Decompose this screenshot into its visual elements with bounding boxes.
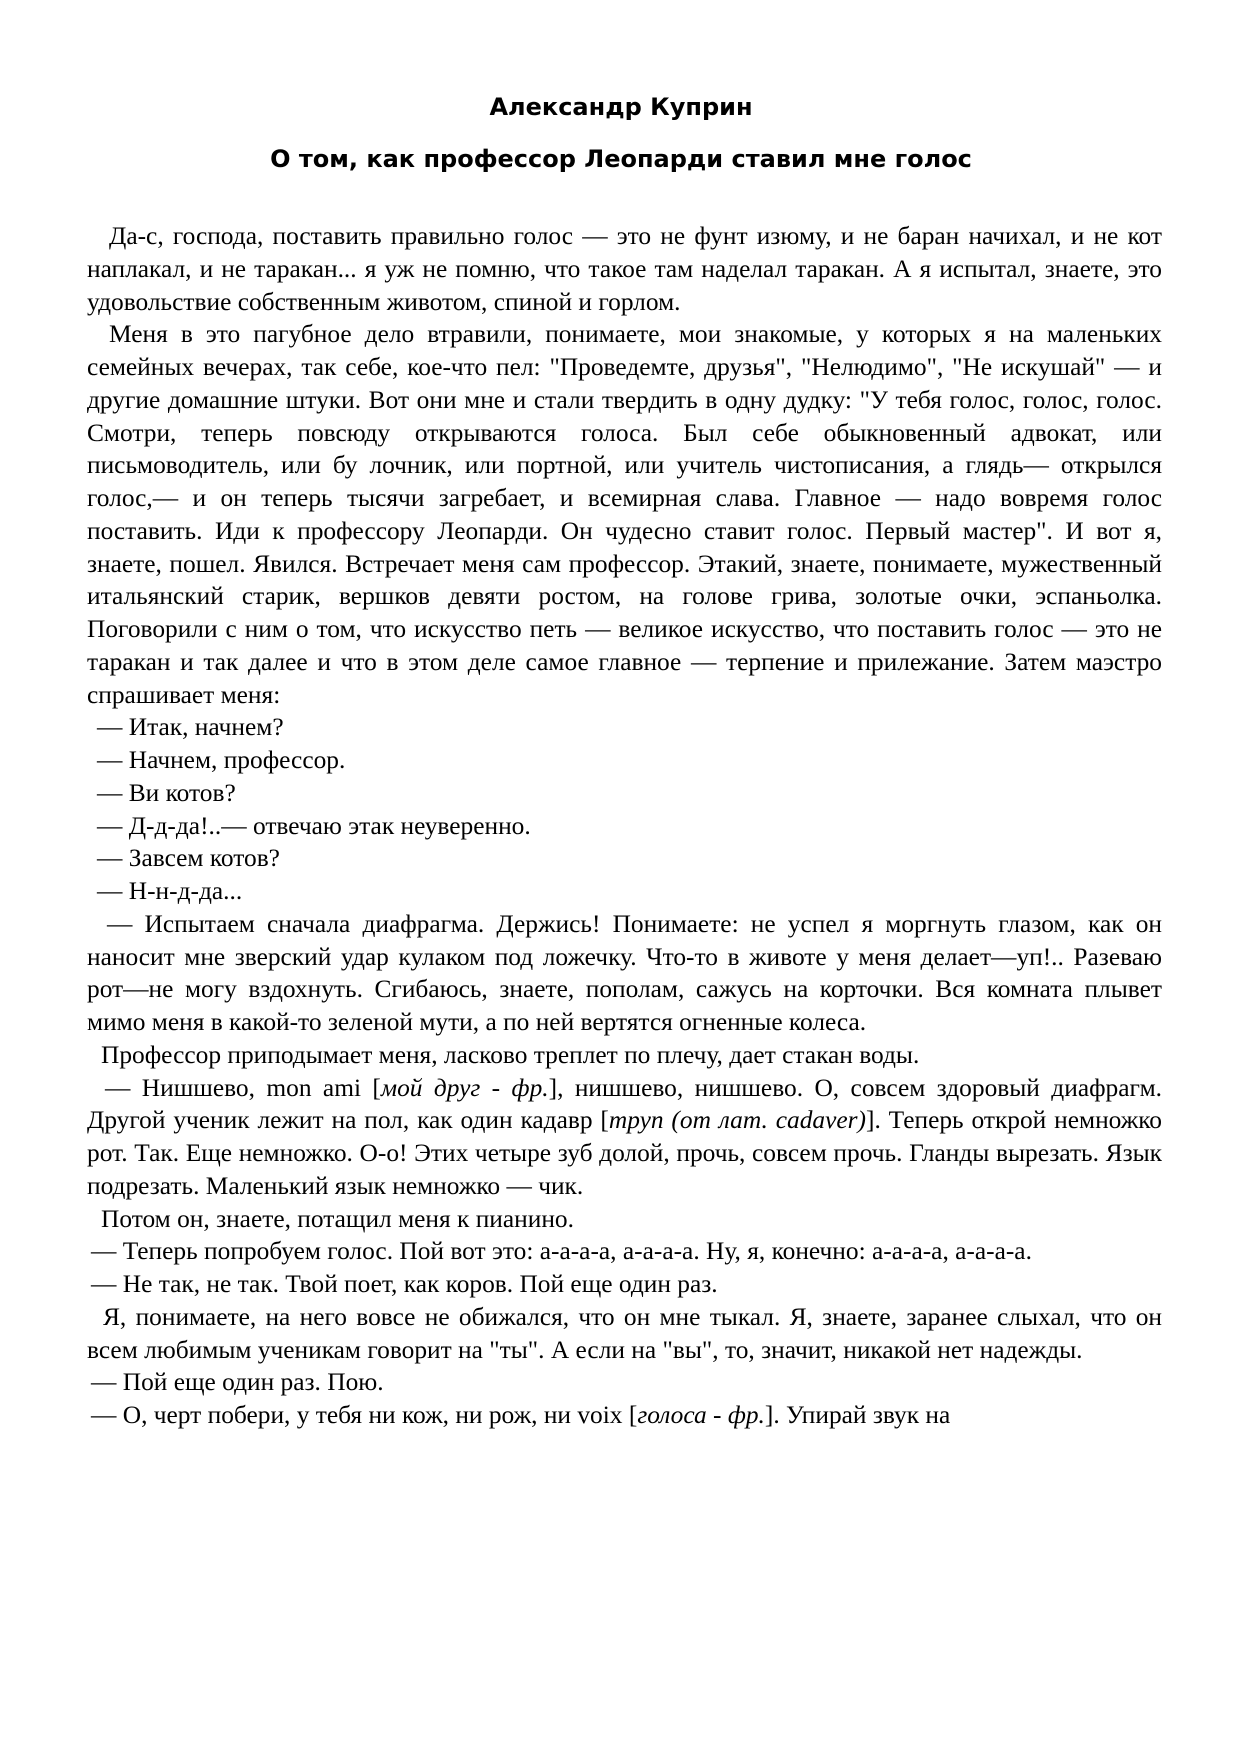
text-run: — О, черт побери, у тебя ни кож, ни рож, ни voix [ <box>91 1401 638 1429</box>
paragraph: — Испытаем сначала диафрагма. Держись! Понимаете: не успел я моргнуть глазом, как он наносит мне зверский удар кулаком под ложечку. Что-то в животе у меня делает—уп!.. Разеваю рот—не могу вздохнуть. Сгибаюсь, знаете, пополам, сажусь на корточки. Вся комната плывет мимо меня в какой-то зеленой мути, а по ней вертятся огненные колеса. <box>87 909 1162 1036</box>
author-name: Александр Куприн <box>489 93 753 121</box>
paragraph-with-glosses <box>87 1399 1162 1432</box>
translation-gloss: мой друг - фр. <box>380 1073 549 1102</box>
paragraph: — Теперь попробуем голос. Пой вот это: а-а-а-а, а-а-а-а. Ну, я, конечно: а-а-а-а, а-а-а-а. <box>91 1237 1032 1266</box>
story-title: О том, как профессор Леопарди ставил мне голос <box>270 145 972 173</box>
story-body <box>87 220 1162 1432</box>
paragraph: Меня в это пагубное дело втравили, понимаете, мои знакомые, у которых я на маленьких семейных вечерах, так себе, кое-что пел: "Проведемте, друзья", "Нелюдимо", "Не искушай" — и другие домашние штуки. Вот они мне и стали твердить в одну дудку: "У тебя голос, голос, голос. Смотри, теперь повсюду открываются голоса. Был себе обыкновенный адвокат, или письмоводитель, или бу лочник, или портной, или учитель чистописания, а глядь— открылся голос,— и он теперь тысячи загребает, и всемирная слава. Главное — надо вовремя голос поставить. Иди к профессору Леопарди. Он чудесно ставит голос. Первый мастер". И вот я, знаете, пошел. Явился. Встречает меня сам профессор. Этакий, знаете, понимаете, мужественный итальянский старик, вершков девяти ростом, на голове грива, золотые очки, эспаньолка. Поговорили с ним о том, что искусство петь — великое искусство, что поставить голос — это не таракан и так далее и что в этом деле самое главное — терпение и прилежание. Затем маэстро спрашивает меня: <box>87 320 1162 709</box>
translation-gloss: голоса - фр. <box>637 1401 765 1429</box>
text-run: — Нишшево, mon ami [ <box>105 1073 381 1102</box>
paragraph-with-glosses <box>87 1072 1162 1203</box>
paragraph: Я, понимаете, на него вовсе не обижался, что он мне тыкал. Я, знаете, заранее слыхал, что он всем любимым ученикам говорит на "ты". А если на "вы", то, значит, никакой нет надежды. <box>87 1302 1162 1364</box>
paragraph: Потом он, знаете, потащил меня к пианино. <box>101 1204 574 1233</box>
paragraph: — Не так, не так. Твой поет, как коров. Пой еще один раз. <box>91 1270 718 1298</box>
text-run: ]. Упирай звук на <box>764 1401 951 1429</box>
dialogue-line: — Н-н-д-да... <box>97 877 243 905</box>
paragraph: Да-с, господа, поставить правильно голос — это не фунт изюму, и не баран начихал, и не кот наплакал, и не таракан... я уж не помню, что такое там наделал таракан. А я испытал, знаете, это удовольствие собственным животом, спиной и горлом. <box>87 222 1162 316</box>
dialogue-line: — Д-д-да!..— отвечаю этак неуверенно. <box>97 811 531 840</box>
paragraph: — Пой еще один раз. Пою. <box>91 1368 384 1397</box>
dialogue-line: — Начнем, профессор. <box>97 746 346 774</box>
translation-gloss: труп (от лат. cadaver) <box>608 1106 866 1135</box>
paragraph: Профессор приподымает меня, ласково треплет по плечу, дает стакан воды. <box>101 1040 920 1069</box>
text-run: ], нишшево, нишшево. О, совсем здоровый диафрагм. Другой ученик лежит на пол, как один кадавр [ <box>87 1073 1162 1135</box>
dialogue-line: — Ви котов? <box>97 778 236 807</box>
dialogue-line: — Завсем котов? <box>97 844 280 873</box>
dialogue-line: — Итак, начнем? <box>97 713 284 742</box>
text-run: ]. Теперь открой немножко рот. Так. Еще немножко. О-о! Этих четыре зуб долой, прочь, совсем прочь. Гланды вырезать. Язык подрезать. Маленький язык немножко — чик. <box>87 1106 1163 1200</box>
